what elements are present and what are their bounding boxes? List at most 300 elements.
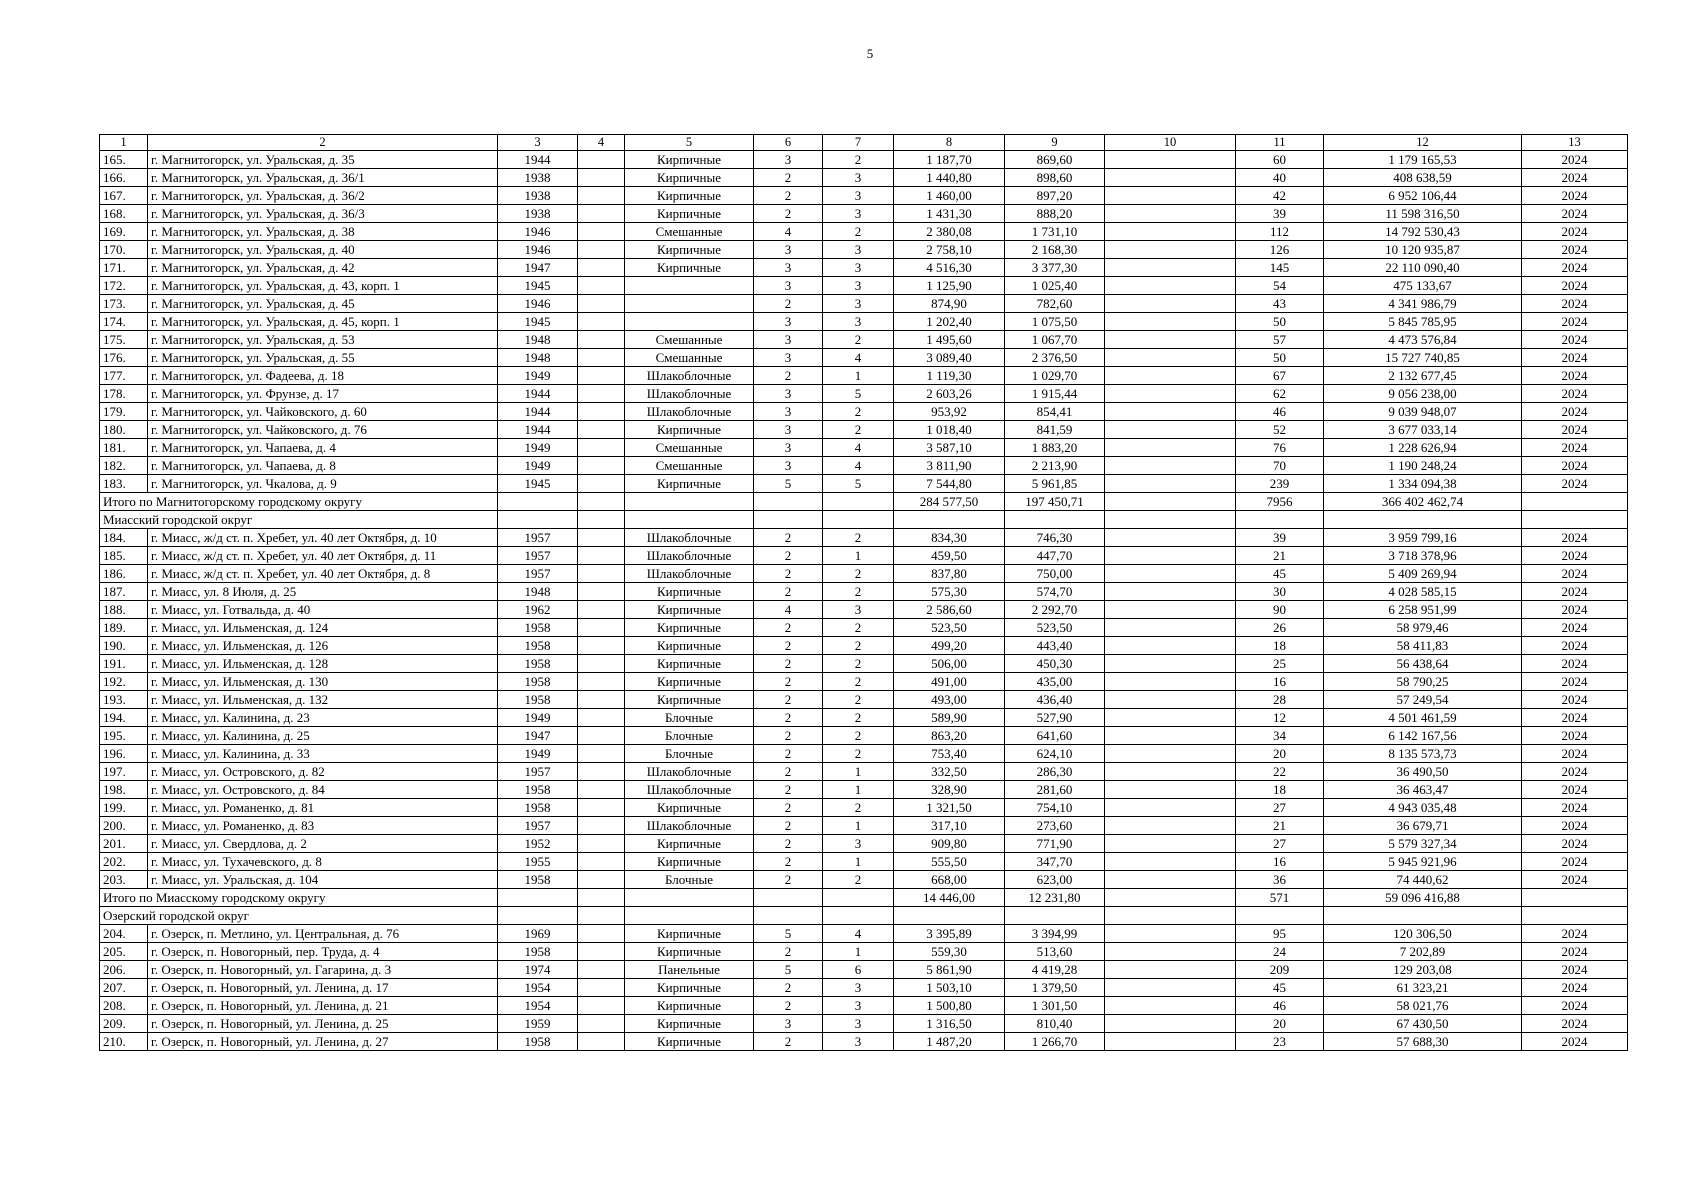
cell-address: г. Озерск, п. Новогорный, ул. Ленина, д. 21 (148, 997, 498, 1015)
cell-entrances: 2 (823, 223, 894, 241)
cell-living-area: 447,70 (1005, 547, 1105, 565)
cell-col-10 (1105, 907, 1236, 925)
cell-address: г. Миасс, ж/д ст. п. Хребет, ул. 40 лет Октября, д. 8 (148, 565, 498, 583)
table-row (100, 205, 1628, 223)
cell-col-4 (578, 961, 625, 979)
cell-repair-cost: 11 598 316,50 (1324, 205, 1522, 223)
cell-year-built: 1958 (498, 673, 578, 691)
cell-col-10 (1105, 493, 1236, 511)
cell-entrances: 3 (823, 601, 894, 619)
cell-col-4 (578, 565, 625, 583)
cell-total-area: 953,92 (894, 403, 1005, 421)
cell-year-built: 1957 (498, 529, 578, 547)
cell-year-built: 1944 (498, 421, 578, 439)
cell-col-4 (578, 241, 625, 259)
cell-row-number: 174. (100, 313, 148, 331)
cell-floors: 5 (754, 925, 823, 943)
table-row (100, 817, 1628, 835)
cell-address: г. Магнитогорск, ул. Чапаева, д. 4 (148, 439, 498, 457)
cell-year-built: 1938 (498, 205, 578, 223)
cell-residents: 239 (1236, 475, 1324, 493)
cell-wall-material: Панельные (625, 961, 754, 979)
cell-floors: 2 (754, 367, 823, 385)
cell-repair-cost: 2 132 677,45 (1324, 367, 1522, 385)
table-row (100, 997, 1628, 1015)
subtotal-residents: 571 (1236, 889, 1324, 907)
cell-floors: 3 (754, 403, 823, 421)
cell-floors: 2 (754, 691, 823, 709)
cell-completion-year: 2024 (1522, 475, 1628, 493)
cell-residents: 28 (1236, 691, 1324, 709)
cell-floors: 4 (754, 601, 823, 619)
cell-completion-year: 2024 (1522, 1015, 1628, 1033)
cell-repair-cost: 4 473 576,84 (1324, 331, 1522, 349)
cell-col-4 (578, 925, 625, 943)
cell-year-built: 1949 (498, 709, 578, 727)
cell-col-10 (1105, 367, 1236, 385)
cell-year-built: 1958 (498, 655, 578, 673)
cell-address: г. Миасс, ул. Романенко, д. 83 (148, 817, 498, 835)
cell-year-built: 1949 (498, 367, 578, 385)
cell-address: г. Озерск, п. Новогорный, ул. Ленина, д. 27 (148, 1033, 498, 1051)
cell-residents: 18 (1236, 637, 1324, 655)
cell-floors: 2 (754, 205, 823, 223)
cell-floors: 2 (754, 637, 823, 655)
cell-entrances: 2 (823, 655, 894, 673)
cell-row-number: 167. (100, 187, 148, 205)
cell-col-4 (578, 871, 625, 889)
cell-floors: 2 (754, 997, 823, 1015)
cell-row-number: 194. (100, 709, 148, 727)
cell-year-built: 1957 (498, 817, 578, 835)
cell-repair-cost: 6 142 167,56 (1324, 727, 1522, 745)
cell-entrances: 3 (823, 1033, 894, 1051)
cell-repair-cost: 56 438,64 (1324, 655, 1522, 673)
cell-repair-cost: 36 679,71 (1324, 817, 1522, 835)
cell-residents: 36 (1236, 871, 1324, 889)
subtotal-living-area: 12 231,80 (1005, 889, 1105, 907)
cell-address: г. Миасс, ул. Свердлова, д. 2 (148, 835, 498, 853)
cell-completion-year (1522, 907, 1628, 925)
cell-year-built: 1946 (498, 241, 578, 259)
cell-row-number: 179. (100, 403, 148, 421)
cell-floors (754, 907, 823, 925)
cell-col-10 (1105, 637, 1236, 655)
cell-entrances: 3 (823, 205, 894, 223)
cell-wall-material: Кирпичные (625, 205, 754, 223)
cell-entrances: 2 (823, 637, 894, 655)
cell-residents: 45 (1236, 565, 1324, 583)
cell-col-4 (578, 1033, 625, 1051)
cell-total-area: 1 460,00 (894, 187, 1005, 205)
table-row (100, 1033, 1628, 1051)
cell-living-area: 841,59 (1005, 421, 1105, 439)
subtotal-repair-cost: 366 402 462,74 (1324, 493, 1522, 511)
cell-col-10 (1105, 997, 1236, 1015)
cell-wall-material: Кирпичные (625, 997, 754, 1015)
cell-residents: 50 (1236, 313, 1324, 331)
cell-year-built: 1958 (498, 691, 578, 709)
cell-row-number: 203. (100, 871, 148, 889)
cell-col-10 (1105, 151, 1236, 169)
cell-entrances: 3 (823, 835, 894, 853)
cell-living-area: 746,30 (1005, 529, 1105, 547)
table-row (100, 727, 1628, 745)
cell-entrances: 1 (823, 547, 894, 565)
cell-total-area: 555,50 (894, 853, 1005, 871)
cell-address: г. Озерск, п. Новогорный, ул. Ленина, д. 17 (148, 979, 498, 997)
table-row (100, 457, 1628, 475)
cell-year-built: 1958 (498, 781, 578, 799)
cell-col-10 (1105, 349, 1236, 367)
cell-residents: 145 (1236, 259, 1324, 277)
cell-repair-cost: 6 952 106,44 (1324, 187, 1522, 205)
column-header-residents: 11 (1236, 135, 1324, 151)
cell-col-4 (578, 457, 625, 475)
cell-repair-cost: 8 135 573,73 (1324, 745, 1522, 763)
cell-completion-year: 2024 (1522, 565, 1628, 583)
cell-entrances: 2 (823, 709, 894, 727)
cell-entrances: 2 (823, 691, 894, 709)
cell-residents: 27 (1236, 835, 1324, 853)
cell-year-built: 1944 (498, 385, 578, 403)
cell-total-area: 1 431,30 (894, 205, 1005, 223)
cell-total-area: 506,00 (894, 655, 1005, 673)
cell-wall-material: Шлакоблочные (625, 367, 754, 385)
cell-address: г. Магнитогорск, ул. Чайковского, д. 76 (148, 421, 498, 439)
cell-completion-year: 2024 (1522, 763, 1628, 781)
cell-living-area: 750,00 (1005, 565, 1105, 583)
cell-year-built: 1954 (498, 997, 578, 1015)
cell-col-10 (1105, 601, 1236, 619)
cell-wall-material: Кирпичные (625, 637, 754, 655)
cell-completion-year: 2024 (1522, 367, 1628, 385)
cell-entrances: 2 (823, 331, 894, 349)
cell-col-4 (578, 259, 625, 277)
cell-completion-year: 2024 (1522, 709, 1628, 727)
table-row (100, 601, 1628, 619)
cell-floors: 3 (754, 457, 823, 475)
cell-col-4 (578, 763, 625, 781)
cell-col-4 (578, 493, 625, 511)
column-header-col-10: 10 (1105, 135, 1236, 151)
cell-year-built: 1947 (498, 259, 578, 277)
cell-wall-material: Кирпичные (625, 943, 754, 961)
cell-col-4 (578, 619, 625, 637)
cell-residents: 60 (1236, 151, 1324, 169)
cell-col-10 (1105, 331, 1236, 349)
cell-completion-year: 2024 (1522, 241, 1628, 259)
cell-year-built: 1948 (498, 349, 578, 367)
cell-address: г. Магнитогорск, ул. Уральская, д. 40 (148, 241, 498, 259)
column-header-repair-cost: 12 (1324, 135, 1522, 151)
cell-year-built: 1958 (498, 799, 578, 817)
cell-floors: 3 (754, 439, 823, 457)
cell-row-number: 190. (100, 637, 148, 655)
cell-wall-material: Блочные (625, 727, 754, 745)
cell-residents: 76 (1236, 439, 1324, 457)
cell-year-built: 1958 (498, 1033, 578, 1051)
cell-entrances: 1 (823, 853, 894, 871)
cell-row-number: 205. (100, 943, 148, 961)
cell-address: г. Миасс, ул. Романенко, д. 81 (148, 799, 498, 817)
cell-completion-year: 2024 (1522, 277, 1628, 295)
cell-total-area: 491,00 (894, 673, 1005, 691)
cell-col-10 (1105, 457, 1236, 475)
cell-living-area: 574,70 (1005, 583, 1105, 601)
cell-entrances: 6 (823, 961, 894, 979)
table-row (100, 745, 1628, 763)
cell-address: г. Магнитогорск, ул. Фрунзе, д. 17 (148, 385, 498, 403)
table-row (100, 1015, 1628, 1033)
cell-col-4 (578, 889, 625, 907)
cell-wall-material: Смешанные (625, 349, 754, 367)
cell-address: г. Магнитогорск, ул. Уральская, д. 38 (148, 223, 498, 241)
cell-col-10 (1105, 817, 1236, 835)
column-number-header-row (100, 135, 1628, 151)
subtotal-total-area: 284 577,50 (894, 493, 1005, 511)
cell-completion-year: 2024 (1522, 601, 1628, 619)
cell-row-number: 192. (100, 673, 148, 691)
cell-address: г. Миасс, ж/д ст. п. Хребет, ул. 40 лет Октября, д. 11 (148, 547, 498, 565)
cell-col-4 (578, 583, 625, 601)
cell-row-number: 201. (100, 835, 148, 853)
cell-year-built (498, 493, 578, 511)
cell-entrances: 1 (823, 763, 894, 781)
cell-total-area: 459,50 (894, 547, 1005, 565)
cell-floors: 2 (754, 943, 823, 961)
cell-living-area: 1 025,40 (1005, 277, 1105, 295)
cell-year-built: 1938 (498, 187, 578, 205)
cell-address: г. Миасс, ул. Калинина, д. 23 (148, 709, 498, 727)
cell-repair-cost: 36 490,50 (1324, 763, 1522, 781)
cell-col-4 (578, 223, 625, 241)
cell-living-area: 1 067,70 (1005, 331, 1105, 349)
cell-total-area: 559,30 (894, 943, 1005, 961)
cell-total-area: 1 125,90 (894, 277, 1005, 295)
cell-repair-cost: 10 120 935,87 (1324, 241, 1522, 259)
cell-col-10 (1105, 583, 1236, 601)
cell-living-area: 527,90 (1005, 709, 1105, 727)
cell-row-number: 200. (100, 817, 148, 835)
cell-wall-material: Кирпичные (625, 583, 754, 601)
cell-living-area: 2 168,30 (1005, 241, 1105, 259)
cell-residents: 30 (1236, 583, 1324, 601)
cell-floors: 2 (754, 835, 823, 853)
cell-floors: 5 (754, 475, 823, 493)
cell-completion-year: 2024 (1522, 583, 1628, 601)
cell-col-4 (578, 205, 625, 223)
cell-col-10 (1105, 439, 1236, 457)
cell-floors: 2 (754, 673, 823, 691)
cell-address: г. Магнитогорск, ул. Уральская, д. 53 (148, 331, 498, 349)
cell-living-area: 436,40 (1005, 691, 1105, 709)
cell-completion-year: 2024 (1522, 979, 1628, 997)
cell-row-number: 208. (100, 997, 148, 1015)
cell-repair-cost: 5 945 921,96 (1324, 853, 1522, 871)
subtotal-row (100, 889, 1628, 907)
cell-wall-material: Кирпичные (625, 925, 754, 943)
cell-year-built: 1949 (498, 457, 578, 475)
table-row (100, 961, 1628, 979)
cell-entrances: 2 (823, 745, 894, 763)
cell-residents: 34 (1236, 727, 1324, 745)
cell-total-area (894, 907, 1005, 925)
cell-completion-year: 2024 (1522, 619, 1628, 637)
table-row (100, 367, 1628, 385)
cell-row-number: 177. (100, 367, 148, 385)
cell-total-area: 753,40 (894, 745, 1005, 763)
cell-col-10 (1105, 943, 1236, 961)
cell-repair-cost: 4 501 461,59 (1324, 709, 1522, 727)
cell-col-4 (578, 295, 625, 313)
cell-residents: 24 (1236, 943, 1324, 961)
cell-residents: 112 (1236, 223, 1324, 241)
cell-living-area: 286,30 (1005, 763, 1105, 781)
cell-row-number: 175. (100, 331, 148, 349)
cell-completion-year: 2024 (1522, 403, 1628, 421)
cell-address: г. Магнитогорск, ул. Чкалова, д. 9 (148, 475, 498, 493)
cell-address: г. Магнитогорск, ул. Уральская, д. 35 (148, 151, 498, 169)
cell-entrances: 3 (823, 979, 894, 997)
cell-total-area: 317,10 (894, 817, 1005, 835)
cell-repair-cost: 1 190 248,24 (1324, 457, 1522, 475)
cell-completion-year: 2024 (1522, 853, 1628, 871)
cell-row-number: 178. (100, 385, 148, 403)
cell-completion-year: 2024 (1522, 655, 1628, 673)
cell-residents: 46 (1236, 403, 1324, 421)
cell-total-area: 2 758,10 (894, 241, 1005, 259)
cell-floors: 2 (754, 871, 823, 889)
cell-residents: 22 (1236, 763, 1324, 781)
cell-col-10 (1105, 295, 1236, 313)
cell-col-4 (578, 709, 625, 727)
cell-total-area: 4 516,30 (894, 259, 1005, 277)
cell-wall-material: Кирпичные (625, 241, 754, 259)
cell-residents: 39 (1236, 529, 1324, 547)
cell-wall-material (625, 313, 754, 331)
cell-completion-year: 2024 (1522, 691, 1628, 709)
table-row (100, 313, 1628, 331)
subtotal-label: Итого по Магнитогорскому городскому округу (100, 493, 498, 511)
cell-address: г. Магнитогорск, ул. Уральская, д. 45, корп. 1 (148, 313, 498, 331)
cell-total-area: 523,50 (894, 619, 1005, 637)
cell-repair-cost: 1 228 626,94 (1324, 439, 1522, 457)
cell-residents: 16 (1236, 853, 1324, 871)
cell-col-4 (578, 727, 625, 745)
cell-address: г. Магнитогорск, ул. Уральская, д. 55 (148, 349, 498, 367)
table-row (100, 169, 1628, 187)
cell-col-4 (578, 691, 625, 709)
table-row (100, 637, 1628, 655)
cell-wall-material: Блочные (625, 709, 754, 727)
cell-col-4 (578, 367, 625, 385)
cell-floors: 3 (754, 277, 823, 295)
cell-residents (1236, 511, 1324, 529)
cell-col-10 (1105, 475, 1236, 493)
cell-repair-cost: 58 979,46 (1324, 619, 1522, 637)
cell-floors: 2 (754, 619, 823, 637)
cell-entrances: 2 (823, 673, 894, 691)
table-row (100, 421, 1628, 439)
cell-total-area: 874,90 (894, 295, 1005, 313)
cell-total-area: 493,00 (894, 691, 1005, 709)
cell-row-number: 204. (100, 925, 148, 943)
cell-col-4 (578, 979, 625, 997)
cell-repair-cost: 4 028 585,15 (1324, 583, 1522, 601)
cell-floors: 2 (754, 853, 823, 871)
cell-floors (754, 511, 823, 529)
cell-col-4 (578, 799, 625, 817)
cell-col-4 (578, 853, 625, 871)
cell-year-built: 1954 (498, 979, 578, 997)
cell-col-10 (1105, 853, 1236, 871)
cell-wall-material: Шлакоблочные (625, 817, 754, 835)
cell-col-10 (1105, 529, 1236, 547)
cell-row-number: 197. (100, 763, 148, 781)
table-row (100, 259, 1628, 277)
cell-residents: 70 (1236, 457, 1324, 475)
cell-address: г. Миасс, ул. Тухачевского, д. 8 (148, 853, 498, 871)
cell-col-10 (1105, 925, 1236, 943)
cell-repair-cost: 5 845 785,95 (1324, 313, 1522, 331)
cell-entrances: 2 (823, 871, 894, 889)
cell-living-area: 1 915,44 (1005, 385, 1105, 403)
cell-repair-cost: 15 727 740,85 (1324, 349, 1522, 367)
cell-residents: 62 (1236, 385, 1324, 403)
table-row (100, 565, 1628, 583)
cell-address: г. Магнитогорск, ул. Уральская, д. 36/1 (148, 169, 498, 187)
cell-total-area: 1 316,50 (894, 1015, 1005, 1033)
cell-wall-material: Кирпичные (625, 1015, 754, 1033)
cell-completion-year: 2024 (1522, 637, 1628, 655)
table-row (100, 619, 1628, 637)
cell-floors: 5 (754, 961, 823, 979)
cell-col-10 (1105, 277, 1236, 295)
cell-row-number: 169. (100, 223, 148, 241)
cell-completion-year (1522, 511, 1628, 529)
cell-living-area: 869,60 (1005, 151, 1105, 169)
cell-living-area: 1 075,50 (1005, 313, 1105, 331)
subtotal-repair-cost: 59 096 416,88 (1324, 889, 1522, 907)
cell-completion-year: 2024 (1522, 187, 1628, 205)
cell-entrances: 1 (823, 817, 894, 835)
section-label: Озерский городской округ (100, 907, 498, 925)
cell-row-number: 199. (100, 799, 148, 817)
cell-repair-cost: 4 341 986,79 (1324, 295, 1522, 313)
table-row (100, 187, 1628, 205)
cell-col-10 (1105, 619, 1236, 637)
cell-entrances: 3 (823, 313, 894, 331)
cell-floors: 2 (754, 781, 823, 799)
cell-repair-cost: 129 203,08 (1324, 961, 1522, 979)
cell-living-area: 513,60 (1005, 943, 1105, 961)
cell-col-10 (1105, 961, 1236, 979)
cell-living-area: 347,70 (1005, 853, 1105, 871)
cell-wall-material: Кирпичные (625, 259, 754, 277)
subtotal-residents: 7956 (1236, 493, 1324, 511)
cell-completion-year: 2024 (1522, 529, 1628, 547)
cell-floors: 2 (754, 979, 823, 997)
cell-col-10 (1105, 835, 1236, 853)
cell-repair-cost: 5 409 269,94 (1324, 565, 1522, 583)
cell-wall-material: Смешанные (625, 457, 754, 475)
cell-living-area: 273,60 (1005, 817, 1105, 835)
cell-col-4 (578, 403, 625, 421)
cell-living-area: 782,60 (1005, 295, 1105, 313)
cell-repair-cost: 58 021,76 (1324, 997, 1522, 1015)
cell-wall-material (625, 295, 754, 313)
